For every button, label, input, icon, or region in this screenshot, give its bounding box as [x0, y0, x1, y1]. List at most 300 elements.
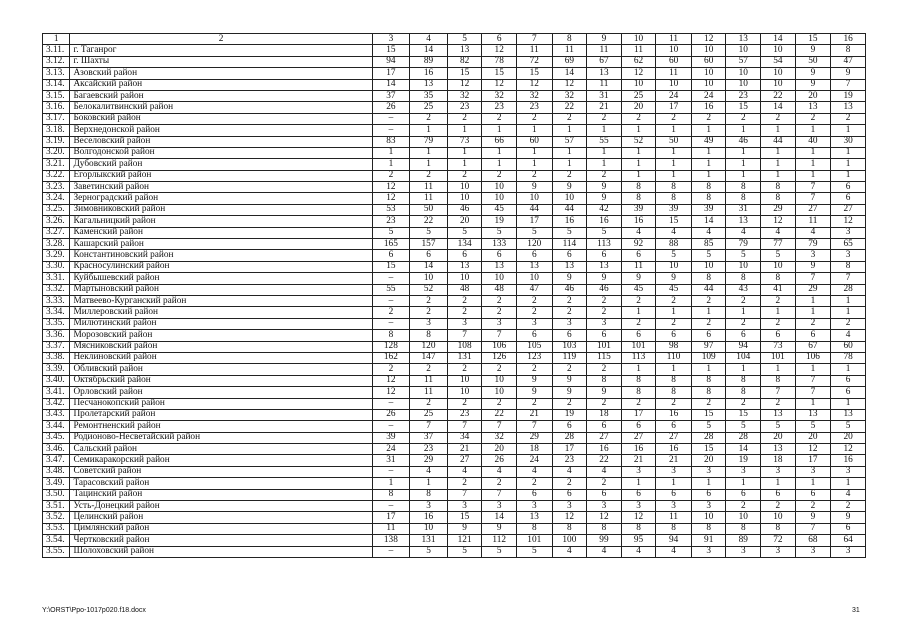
- row-number-cell: 3.18.: [43, 125, 70, 136]
- value-cell: 48: [482, 284, 517, 295]
- value-cell: 10: [691, 45, 726, 56]
- value-cell: 3: [587, 501, 622, 512]
- table-row: [43, 182, 866, 193]
- district-name-cell: Боковский район: [70, 113, 372, 124]
- table-row: [43, 125, 866, 136]
- value-cell: 9: [552, 387, 587, 398]
- value-cell: 7: [482, 330, 517, 341]
- value-cell: 11: [410, 182, 448, 193]
- row-number-cell: 3.32.: [43, 284, 70, 295]
- value-cell: 10: [726, 261, 761, 272]
- value-cell: 2: [726, 501, 761, 512]
- table-row: [43, 56, 866, 67]
- value-cell: 57: [726, 56, 761, 67]
- value-cell: 17: [516, 216, 552, 227]
- value-cell: 6: [831, 182, 866, 193]
- value-cell: 5: [410, 227, 448, 238]
- row-number-cell: 3.53.: [43, 523, 70, 534]
- row-number-cell: 3.36.: [43, 330, 70, 341]
- value-cell: 3: [410, 318, 448, 329]
- value-cell: 10: [410, 523, 448, 534]
- value-cell: 11: [795, 216, 831, 227]
- value-cell: 5: [795, 421, 831, 432]
- value-cell: 13: [410, 79, 448, 90]
- value-cell: 10: [726, 512, 761, 523]
- value-cell: 4: [552, 466, 587, 477]
- value-cell: 2: [447, 478, 482, 489]
- value-cell: 162: [372, 352, 410, 363]
- value-cell: 15: [516, 68, 552, 79]
- value-cell: 5: [516, 546, 552, 557]
- value-cell: 8: [691, 375, 726, 386]
- value-cell: 121: [447, 535, 482, 546]
- value-cell: 10: [656, 261, 692, 272]
- value-cell: 79: [410, 136, 448, 147]
- row-number-cell: 3.46.: [43, 444, 70, 455]
- table-row: [43, 318, 866, 329]
- value-cell: 10: [482, 375, 517, 386]
- table-row: [43, 489, 866, 500]
- value-cell: 9: [516, 387, 552, 398]
- value-cell: 6: [621, 330, 656, 341]
- value-cell: 3: [691, 546, 726, 557]
- value-cell: 11: [516, 45, 552, 56]
- value-cell: 7: [795, 387, 831, 398]
- row-number-cell: 3.19.: [43, 136, 70, 147]
- value-cell: –: [372, 318, 410, 329]
- table-row: [43, 409, 866, 420]
- value-cell: 2: [482, 364, 517, 375]
- value-cell: 6: [795, 489, 831, 500]
- value-cell: 18: [516, 444, 552, 455]
- value-cell: 103: [552, 341, 587, 352]
- header-cell: 7: [516, 34, 552, 45]
- value-cell: 2: [410, 295, 448, 306]
- value-cell: 27: [587, 432, 622, 443]
- value-cell: 12: [831, 216, 866, 227]
- value-cell: 1: [691, 478, 726, 489]
- value-cell: 8: [656, 182, 692, 193]
- value-cell: 94: [656, 535, 692, 546]
- header-cell: 8: [552, 34, 587, 45]
- value-cell: 2: [516, 364, 552, 375]
- value-cell: 10: [447, 182, 482, 193]
- value-cell: 11: [410, 193, 448, 204]
- value-cell: 32: [516, 90, 552, 101]
- district-name-cell: Тарасовский район: [70, 478, 372, 489]
- value-cell: 13: [795, 409, 831, 420]
- value-cell: 1: [552, 125, 587, 136]
- district-name-cell: Целинский район: [70, 512, 372, 523]
- district-name-cell: Азовский район: [70, 68, 372, 79]
- row-number-cell: 3.50.: [43, 489, 70, 500]
- value-cell: 1: [726, 170, 761, 181]
- value-cell: 17: [621, 409, 656, 420]
- value-cell: 11: [587, 45, 622, 56]
- value-cell: 2: [831, 113, 866, 124]
- value-cell: 2: [587, 364, 622, 375]
- table-row: [43, 341, 866, 352]
- district-name-cell: Матвеево-Курганский район: [70, 295, 372, 306]
- value-cell: 50: [795, 56, 831, 67]
- value-cell: 22: [761, 90, 796, 101]
- value-cell: 12: [372, 387, 410, 398]
- value-cell: 12: [552, 79, 587, 90]
- district-name-cell: Константиновский район: [70, 250, 372, 261]
- value-cell: 2: [691, 295, 726, 306]
- value-cell: 26: [482, 455, 517, 466]
- value-cell: 8: [691, 182, 726, 193]
- value-cell: 2: [726, 398, 761, 409]
- row-number-cell: 3.28.: [43, 239, 70, 250]
- value-cell: 2: [482, 113, 517, 124]
- header-cell: 2: [70, 34, 372, 45]
- value-cell: 3: [831, 466, 866, 477]
- value-cell: 3: [795, 250, 831, 261]
- row-number-cell: 3.14.: [43, 79, 70, 90]
- value-cell: 39: [621, 204, 656, 215]
- district-name-cell: Октябрьский район: [70, 375, 372, 386]
- value-cell: 7: [795, 273, 831, 284]
- value-cell: 17: [656, 102, 692, 113]
- value-cell: 5: [482, 227, 517, 238]
- value-cell: 4: [621, 546, 656, 557]
- value-cell: 18: [761, 455, 796, 466]
- value-cell: 8: [516, 523, 552, 534]
- value-cell: 1: [726, 478, 761, 489]
- value-cell: 45: [621, 284, 656, 295]
- value-cell: 8: [691, 387, 726, 398]
- table-row: [43, 136, 866, 147]
- value-cell: 5: [516, 227, 552, 238]
- value-cell: 2: [621, 295, 656, 306]
- value-cell: 6: [831, 387, 866, 398]
- value-cell: 23: [447, 409, 482, 420]
- table-row: [43, 250, 866, 261]
- value-cell: 10: [447, 273, 482, 284]
- value-cell: 97: [691, 341, 726, 352]
- value-cell: 13: [587, 261, 622, 272]
- value-cell: 9: [795, 45, 831, 56]
- value-cell: 15: [372, 261, 410, 272]
- value-cell: 1: [795, 159, 831, 170]
- value-cell: 4: [552, 546, 587, 557]
- value-cell: 3: [516, 501, 552, 512]
- value-cell: 4: [691, 227, 726, 238]
- value-cell: 28: [691, 432, 726, 443]
- table-row: [43, 535, 866, 546]
- value-cell: 15: [726, 102, 761, 113]
- value-cell: 1: [795, 147, 831, 158]
- value-cell: 2: [831, 318, 866, 329]
- value-cell: 3: [621, 466, 656, 477]
- value-cell: 1: [372, 478, 410, 489]
- value-cell: 6: [831, 523, 866, 534]
- value-cell: 9: [831, 68, 866, 79]
- value-cell: 1: [621, 125, 656, 136]
- value-cell: 10: [761, 79, 796, 90]
- district-name-cell: г. Таганрог: [70, 45, 372, 56]
- value-cell: 8: [726, 273, 761, 284]
- value-cell: 8: [621, 182, 656, 193]
- value-cell: 2: [482, 170, 517, 181]
- value-cell: 98: [656, 341, 692, 352]
- value-cell: 5: [656, 250, 692, 261]
- value-cell: 4: [621, 227, 656, 238]
- row-number-cell: 3.44.: [43, 421, 70, 432]
- value-cell: 9: [552, 375, 587, 386]
- value-cell: 5: [831, 421, 866, 432]
- district-name-cell: Шолоховский район: [70, 546, 372, 557]
- value-cell: 1: [691, 125, 726, 136]
- value-cell: 12: [621, 68, 656, 79]
- table-row: [43, 295, 866, 306]
- value-cell: 19: [726, 455, 761, 466]
- value-cell: 4: [516, 466, 552, 477]
- value-cell: 2: [447, 398, 482, 409]
- value-cell: 1: [552, 159, 587, 170]
- row-number-cell: 3.20.: [43, 147, 70, 158]
- value-cell: 1: [795, 125, 831, 136]
- value-cell: 9: [447, 523, 482, 534]
- header-cell: 6: [482, 34, 517, 45]
- value-cell: 3: [621, 501, 656, 512]
- value-cell: 25: [621, 90, 656, 101]
- value-cell: 2: [552, 307, 587, 318]
- value-cell: 4: [726, 227, 761, 238]
- row-number-cell: 3.45.: [43, 432, 70, 443]
- table-row: [43, 375, 866, 386]
- value-cell: 78: [831, 352, 866, 363]
- value-cell: 32: [447, 90, 482, 101]
- value-cell: 14: [761, 102, 796, 113]
- value-cell: –: [372, 466, 410, 477]
- value-cell: 8: [761, 523, 796, 534]
- table-row: [43, 90, 866, 101]
- value-cell: 44: [691, 284, 726, 295]
- district-name-cell: Родионово-Несветайский район: [70, 432, 372, 443]
- value-cell: 10: [516, 273, 552, 284]
- value-cell: 5: [726, 421, 761, 432]
- value-cell: 8: [761, 375, 796, 386]
- value-cell: 2: [831, 501, 866, 512]
- value-cell: 1: [795, 170, 831, 181]
- value-cell: 2: [482, 398, 517, 409]
- value-cell: 7: [795, 523, 831, 534]
- district-name-cell: Песчанокопский район: [70, 398, 372, 409]
- value-cell: 11: [621, 45, 656, 56]
- district-name-cell: Веселовский район: [70, 136, 372, 147]
- value-cell: 101: [621, 341, 656, 352]
- table-row: [43, 239, 866, 250]
- value-cell: 14: [691, 216, 726, 227]
- district-name-cell: Мясниковский район: [70, 341, 372, 352]
- value-cell: 2: [587, 170, 622, 181]
- value-cell: 1: [482, 147, 517, 158]
- value-cell: 20: [621, 102, 656, 113]
- value-cell: 8: [726, 387, 761, 398]
- value-cell: 2: [516, 295, 552, 306]
- value-cell: 1: [656, 147, 692, 158]
- value-cell: 3: [691, 466, 726, 477]
- value-cell: 2: [761, 501, 796, 512]
- value-cell: 131: [410, 535, 448, 546]
- value-cell: 7: [795, 182, 831, 193]
- value-cell: 1: [516, 125, 552, 136]
- value-cell: 8: [587, 375, 622, 386]
- value-cell: 2: [482, 478, 517, 489]
- district-name-cell: Чертковский район: [70, 535, 372, 546]
- value-cell: 1: [656, 307, 692, 318]
- value-cell: 11: [587, 79, 622, 90]
- value-cell: 12: [372, 193, 410, 204]
- district-name-cell: Обливский район: [70, 364, 372, 375]
- value-cell: 131: [447, 352, 482, 363]
- value-cell: 1: [372, 159, 410, 170]
- value-cell: 46: [726, 136, 761, 147]
- value-cell: 1: [831, 170, 866, 181]
- value-cell: 147: [410, 352, 448, 363]
- value-cell: 9: [552, 182, 587, 193]
- value-cell: 16: [552, 216, 587, 227]
- value-cell: 24: [691, 90, 726, 101]
- value-cell: 60: [516, 136, 552, 147]
- value-cell: 34: [447, 432, 482, 443]
- value-cell: 2: [482, 307, 517, 318]
- value-cell: 24: [656, 90, 692, 101]
- value-cell: 110: [656, 352, 692, 363]
- value-cell: 3: [761, 466, 796, 477]
- value-cell: 11: [410, 387, 448, 398]
- value-cell: 13: [726, 216, 761, 227]
- value-cell: 100: [552, 535, 587, 546]
- value-cell: 10: [482, 273, 517, 284]
- value-cell: 1: [831, 295, 866, 306]
- value-cell: 6: [831, 193, 866, 204]
- value-cell: 77: [761, 239, 796, 250]
- value-cell: 42: [587, 204, 622, 215]
- value-cell: 2: [587, 478, 622, 489]
- value-cell: 109: [691, 352, 726, 363]
- value-cell: 2: [447, 364, 482, 375]
- value-cell: 89: [410, 56, 448, 67]
- value-cell: 7: [831, 273, 866, 284]
- value-cell: 5: [761, 421, 796, 432]
- value-cell: 79: [795, 239, 831, 250]
- value-cell: 8: [587, 523, 622, 534]
- value-cell: 3: [831, 250, 866, 261]
- value-cell: 8: [410, 330, 448, 341]
- value-cell: 2: [656, 318, 692, 329]
- value-cell: 55: [587, 136, 622, 147]
- value-cell: 1: [726, 159, 761, 170]
- row-number-cell: 3.54.: [43, 535, 70, 546]
- value-cell: 10: [410, 273, 448, 284]
- value-cell: 11: [552, 45, 587, 56]
- value-cell: 12: [482, 45, 517, 56]
- header-cell: 4: [410, 34, 448, 45]
- value-cell: 10: [482, 387, 517, 398]
- value-cell: 112: [482, 535, 517, 546]
- value-cell: 7: [795, 375, 831, 386]
- row-number-cell: 3.39.: [43, 364, 70, 375]
- value-cell: 2: [516, 478, 552, 489]
- value-cell: 6: [621, 421, 656, 432]
- value-cell: 12: [795, 444, 831, 455]
- table-row: [43, 364, 866, 375]
- value-cell: 5: [410, 546, 448, 557]
- value-cell: 8: [726, 193, 761, 204]
- value-cell: 68: [795, 535, 831, 546]
- value-cell: 14: [726, 444, 761, 455]
- value-cell: 16: [410, 68, 448, 79]
- value-cell: 8: [621, 523, 656, 534]
- value-cell: 2: [516, 307, 552, 318]
- table-row: [43, 307, 866, 318]
- value-cell: 65: [831, 239, 866, 250]
- value-cell: 27: [831, 204, 866, 215]
- value-cell: 7: [410, 421, 448, 432]
- value-cell: 2: [726, 318, 761, 329]
- row-number-cell: 3.42.: [43, 398, 70, 409]
- value-cell: 28: [831, 284, 866, 295]
- value-cell: 1: [656, 170, 692, 181]
- value-cell: 4: [795, 227, 831, 238]
- table-row: [43, 113, 866, 124]
- row-number-cell: 3.49.: [43, 478, 70, 489]
- value-cell: 13: [831, 409, 866, 420]
- value-cell: 3: [482, 501, 517, 512]
- value-cell: 23: [410, 444, 448, 455]
- value-cell: 21: [587, 102, 622, 113]
- value-cell: 1: [621, 307, 656, 318]
- value-cell: 6: [516, 489, 552, 500]
- value-cell: 2: [516, 398, 552, 409]
- value-cell: 52: [621, 136, 656, 147]
- value-cell: 119: [552, 352, 587, 363]
- value-cell: –: [372, 501, 410, 512]
- value-cell: 1: [761, 147, 796, 158]
- value-cell: 8: [831, 45, 866, 56]
- value-cell: 113: [587, 239, 622, 250]
- value-cell: –: [372, 295, 410, 306]
- value-cell: 4: [587, 546, 622, 557]
- value-cell: 9: [482, 523, 517, 534]
- value-cell: 1: [761, 307, 796, 318]
- value-cell: 1: [831, 307, 866, 318]
- value-cell: 49: [691, 136, 726, 147]
- value-cell: 21: [447, 444, 482, 455]
- value-cell: 2: [761, 295, 796, 306]
- value-cell: 31: [372, 455, 410, 466]
- value-cell: 9: [795, 512, 831, 523]
- value-cell: 66: [482, 136, 517, 147]
- value-cell: 10: [482, 182, 517, 193]
- row-number-cell: 3.16.: [43, 102, 70, 113]
- value-cell: 6: [691, 330, 726, 341]
- value-cell: 17: [372, 68, 410, 79]
- value-cell: 1: [656, 364, 692, 375]
- row-number-cell: 3.48.: [43, 466, 70, 477]
- value-cell: 85: [691, 239, 726, 250]
- value-cell: 43: [726, 284, 761, 295]
- value-cell: 3: [656, 501, 692, 512]
- value-cell: 4: [761, 227, 796, 238]
- value-cell: 29: [410, 455, 448, 466]
- value-cell: 2: [691, 318, 726, 329]
- value-cell: 45: [482, 204, 517, 215]
- row-number-cell: 3.30.: [43, 261, 70, 272]
